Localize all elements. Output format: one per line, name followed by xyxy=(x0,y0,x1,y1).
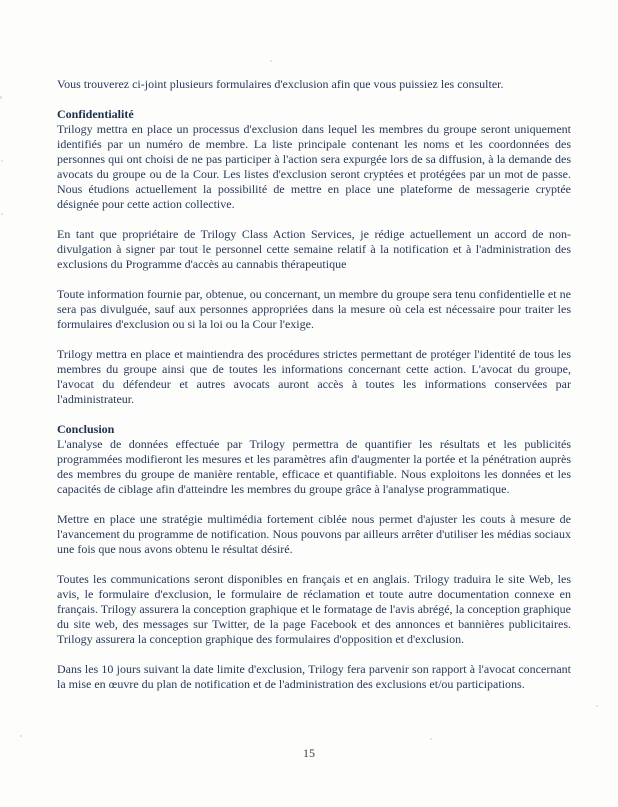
conclusion-paragraph-2: Mettre en place une stratégie multimédia fortement ciblée nous permet d'ajuster les couts à mesure de l'avancement du programme de notification. Nous pouvons par ailleurs arrêter d'utiliser les médias sociaux une fois que nous avons obtenu le résultat désiré. xyxy=(57,512,571,556)
scan-speck xyxy=(1,160,3,162)
conclusion-paragraph-1: L'analyse de données effectuée par Trilogy permettra de quantifier les résultats et les publicités programmées modifieront les mesures et les paramètres afin d'augmenter la portée et la pénétration auprès des membres du groupe de manière rentable, efficace et quantifiable. Nous exploitons les données et les capacités de ciblage afin d'atteindre les membres du groupe grâce à l'analyse programmatique. xyxy=(57,437,571,496)
scan-speck xyxy=(430,738,432,740)
conclusion-paragraph-4: Dans les 10 jours suivant la date limite d'exclusion, Trilogy fera parvenir son rapport à l'avocat concernant la mise en œuvre du plan de notification et de l'administration des exclusions et/ou participations. xyxy=(57,662,571,691)
scan-speck xyxy=(596,705,598,707)
scan-speck xyxy=(0,96,2,99)
section-heading-confidentialite: Confidentialité xyxy=(57,107,134,121)
document-body xyxy=(57,77,571,692)
confidentialite-paragraph-2: En tant que propriétaire de Trilogy Class Action Services, je rédige actuellement un accord de non-divulgation à signer par tout le personnel cette semaine relatif à la notification et à l'administration des exclusions du Programme d'accès au cannabis thérapeutique xyxy=(57,227,571,271)
scan-speck xyxy=(20,735,22,737)
confidentialite-paragraph-3: Toute information fournie par, obtenue, ou concernant, un membre du groupe sera tenu confidentielle et ne sera pas divulguée, sauf aux personnes appropriées dans la mesure où cela est nécessaire pour traiter les formulaires d'exclusion ou si la loi ou la Cour l'exige. xyxy=(57,287,571,331)
page-number: 15 xyxy=(303,746,315,760)
scan-speck xyxy=(1,213,3,215)
confidentialite-paragraph-4: Trilogy mettra en place et maintiendra des procédures strictes permettant de protéger l'identité de tous les membres du groupe ainsi que de toutes les informations concernant cette action. L'avocat du groupe, l'avocat du défendeur et autres avocats auront accès à toutes les informations conservées par l'administrateur. xyxy=(57,347,571,406)
section-heading-conclusion: Conclusion xyxy=(57,422,115,436)
conclusion-paragraph-3: Toutes les communications seront disponibles en français et en anglais. Trilogy traduira le site Web, les avis, le formulaire d'exclusion, le formulaire de réclamation et toute autre documentation connexe en français. Trilogy assurera la conception graphique et le formatage de l'avis abrégé, la conception graphique du site web, des messages sur Twitter, de la page Facebook et des annonces et bannières publicitaires. Trilogy assurera la conception graphique des formulaires d'opposition et d'exclusion. xyxy=(57,572,571,646)
intro-paragraph: Vous trouverez ci-joint plusieurs formulaires d'exclusion afin que vous puissiez les consulter. xyxy=(57,77,504,91)
scan-speck xyxy=(270,60,272,62)
confidentialite-paragraph-1: Trilogy mettra en place un processus d'exclusion dans lequel les membres du groupe seront uniquement identifiés par un numéro de membre. La liste principale contenant les noms et les coordonnées des personnes qui ont choisi de ne pas participer à l'action sera expurgée lors de sa diffusion, à la demande des avocats du groupe ou de la Cour. Les listes d'exclusion seront cryptées et protégées par un mot de passe. Nous étudions actuellement la possibilité de mettre en place une plateforme de messagerie cryptée désignée pour cette action collective. xyxy=(57,122,571,211)
